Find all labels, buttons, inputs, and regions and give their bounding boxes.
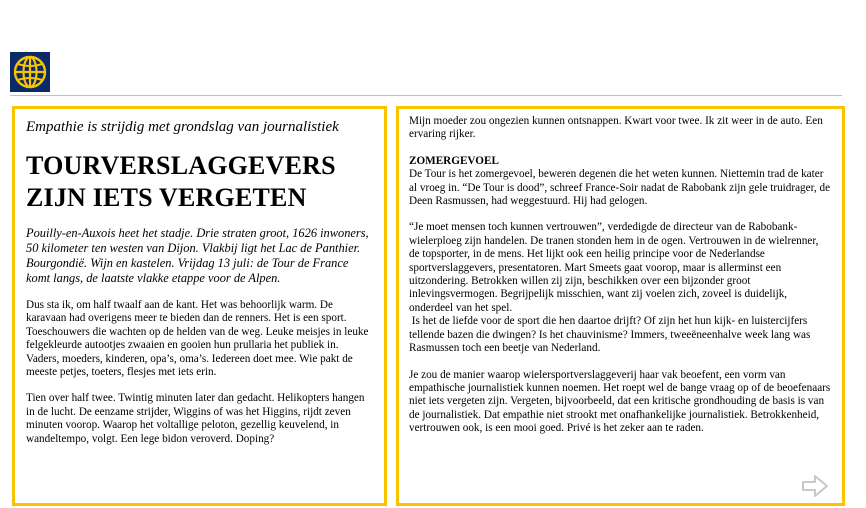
globe-icon <box>10 52 50 92</box>
article-paragraph: Je zou de manier waarop wielersportverslaggeverij haar vak beoefent, een vorm van empathische journalistiek kunnen noemen. Het roept wel de bange vraag op of de beoefenaars niet iets vergeten zijn. Vergeten, bijvoorbeeld, dat een kritische grondhouding de basis is van de journalistiek. Dat empathie niet strookt met onafhankelijke journalistiek. Betrokkenheid, vertrouwen ook, is een mooi goed. Privé is het zeker aan te raden. <box>409 368 831 435</box>
article-paragraph: “Je moet mensen toch kunnen vertrouwen”, verdedigde de directeur van de Rabobank-wielerploeg zijn handelen. De tranen stonden hem in de ogen. Vertrouwen in de wielrenner, de topsporter, in de mens. Het lijkt ook een heilig principe voor de Nederlandse sportverslaggevers, presentatoren. Mart Smeets gaat voorop, maar is allerminst een uitzondering. Betrokken willen zij zijn, beschikken over een bijzonder groot inlevingsvermogen. Begrijpelijk misschien, want zij voelen zich, zoveel is duidelijk, onderdeel van het spel. <box>409 221 819 314</box>
article-paragraph: Is het de liefde voor de sport die hen daartoe drijft? Of zijn het hun kijk- en luistercijfers tellende bazen die dwingen? Is het chauvinisme? Immers, tweeëneenhalve week lang was Rasmussen toch een beetje van Nederland. <box>409 315 814 355</box>
arrow-right-icon[interactable] <box>801 474 829 498</box>
article-paragraph: Mijn moeder zou ongezien kunnen ontsnappen. Kwart voor twee. Ik zit weer in de auto. Een ervaring rijker. <box>409 115 823 141</box>
article-paragraph: Tien over half twee. Twintig minuten later dan gedacht. Helikopters hangen in de lucht. De eenzame strijder, Wiggins of was het Higgins, rijdt zeven minuten voorop. Waarop het voltallige peloton, gezellig keuvelend, in wandeltempo, volgt. Een lege bidon veroverd. Doping? <box>26 392 365 445</box>
section-subhead: ZOMERGEVOEL <box>409 154 499 167</box>
header-divider <box>10 95 842 96</box>
article-left-column <box>12 106 387 506</box>
article-headline <box>26 150 373 214</box>
article-kicker: Empathie is strijdig met grondslag van journalistiek <box>26 119 339 135</box>
article-paragraph: Dus sta ik, om half twaalf aan de kant. Het was behoorlijk warm. De karavaan had overigens meer te bieden dan de renners. Het is een sport. Toeschouwers die wachten op de helden van de weg. Leuke meisjes in leuke felgekleurde autootjes zwaaien en gooien hun prullaria het publiek in. Vaders, moeders, kinderen, opa’s, oma’s. Iedereen doet mee. Wie pakt de meeste petjes, toeters, flesjes met iets erin. <box>26 299 369 379</box>
article-right-column <box>396 106 845 506</box>
headline-line-1: TOURVERSLAGGEVERS <box>26 151 336 180</box>
article-lead: Pouilly-en-Auxois heet het stadje. Drie straten groot, 1626 inwoners, 50 kilometer ten westen van Dijon. Vlakbij ligt het Lac de Panthier. Bourgondië. Wijn en kastelen. Vrijdag 13 juli: de Tour de France komt langs, de laatste vlakke etappe voor de Alpen. <box>26 226 369 285</box>
article-paragraph: De Tour is het zomergevoel, beweren degenen die het weten kunnen. Niettemin trad de kater al vroeg in. “De Tour is dood”, schreef France-Soir nadat de Rabobank zijn gele truidrager, de Deen Rasmussen, had weggestuurd. Hij had gelogen. <box>409 168 831 208</box>
headline-line-2: ZIJN IETS VERGETEN <box>26 183 307 212</box>
